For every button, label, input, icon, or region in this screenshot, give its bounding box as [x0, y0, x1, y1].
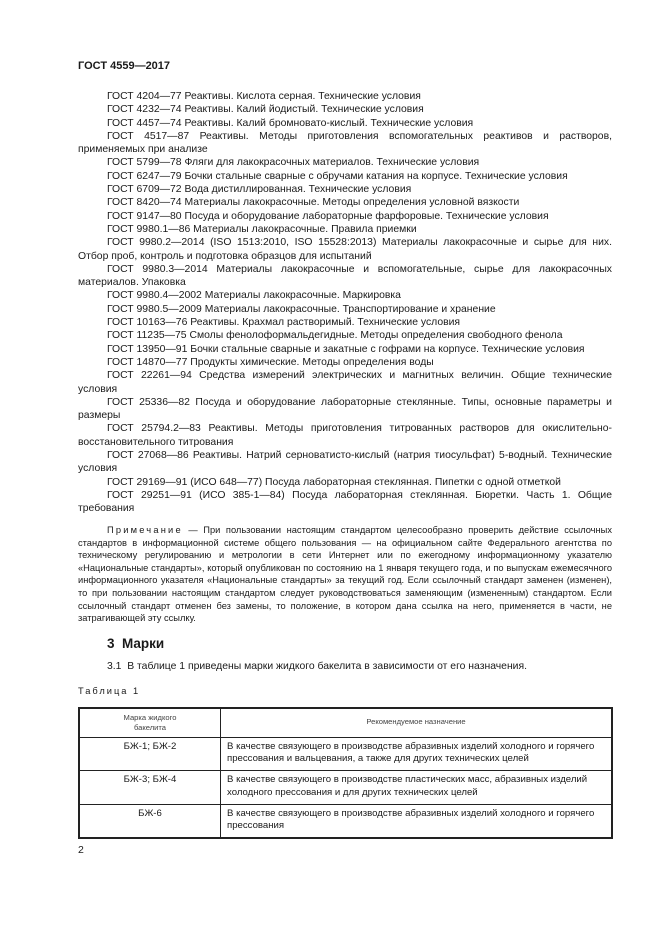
note-text: — При пользовании настоящим стандартом целесообразно проверить действие ссылочных стандартов в информационной системе общего пользования — на официальном сайте Федерального агентства по техническому регулированию и метрологии в сети Интернет или по ежегодному информационному указателю «Национальные стандарты», который опубликован по состоянию на 1 января текущего года, и по выпускам ежемесячного информационного указателя «Национальные стандарты» за текущий год. Если ссылочный стандарт заменен (изменен), то при пользовании настоящим стандартом следует руководствоваться заменяющим (измененным) стандартом. Если ссылочный стандарт отменен без замены, то положение, в котором дана ссылка на него, применяется в части, не затрагивающей эту ссылку. — [78, 525, 612, 624]
page-number: 2 — [78, 844, 84, 856]
reference-item: ГОСТ 25336—82 Посуда и оборудование лабораторные стеклянные. Типы, основные параметры и размеры — [78, 396, 612, 422]
cell-brand: БЖ-1; БЖ-2 — [79, 738, 221, 771]
reference-item: ГОСТ 9980.1—86 Материалы лакокрасочные. Правила приемки — [107, 223, 417, 235]
reference-item: ГОСТ 27068—86 Реактивы. Натрий серноватисто-кислый (натрия тиосульфат) 5-водный. Технические условия — [78, 450, 612, 475]
note — [78, 524, 612, 625]
reference-item: ГОСТ 4232—74 Реактивы. Калий йодистый. Технические условия — [107, 104, 424, 116]
section-heading: 3 Марки — [107, 636, 165, 651]
cell-purpose: В качестве связующего в производстве пластических масс, абразивных изделий холодного прессования и для других технических целей — [221, 771, 613, 804]
table-caption: Таблица 1 — [78, 686, 141, 696]
reference-item: ГОСТ 9980.4—2002 Материалы лакокрасочные. Маркировка — [107, 290, 401, 302]
cell-brand: БЖ-3; БЖ-4 — [79, 771, 221, 804]
table-row — [79, 738, 612, 771]
reference-item: ГОСТ 13950—91 Бочки стальные сварные и закатные с гофрами на корпусе. Технические условия — [107, 343, 585, 355]
reference-item: ГОСТ 6709—72 Вода дистиллированная. Технические условия — [107, 184, 412, 196]
reference-item: ГОСТ 4204—77 Реактивы. Кислота серная. Технические условия — [107, 91, 421, 102]
section-paragraph: 3.1 В таблице 1 приведены марки жидкого бакелита в зависимости от его назначения. — [107, 661, 528, 672]
cell-purpose: В качестве связующего в производстве абразивных изделий холодного и горячего прессования — [221, 804, 613, 838]
reference-item: ГОСТ 4457—74 Реактивы. Калий бромновато-кислый. Технические условия — [107, 117, 474, 129]
normative-references — [78, 90, 612, 516]
header-brand: Марка жидкого бакелита — [79, 708, 221, 738]
reference-item: ГОСТ 25794.2—83 Реактивы. Методы приготовления титрованных растворов для окислительно-восстановительного титрования — [78, 423, 612, 448]
reference-item: ГОСТ 8420—74 Материалы лакокрасочные. Методы определения условной вязкости — [107, 197, 520, 209]
table-header-row — [79, 708, 612, 738]
reference-item: ГОСТ 6247—79 Бочки стальные сварные с обручами катания на корпусе. Технические условия — [107, 170, 568, 182]
cell-purpose: В качестве связующего в производстве абразивных изделий холодного и горячего прессования и вальцевания, а также для других технических целей — [221, 738, 613, 771]
reference-item: ГОСТ 10163—76 Реактивы. Крахмал растворимый. Технические условия — [107, 317, 461, 329]
reference-item: ГОСТ 29169—91 (ИСО 648—77) Посуда лабораторная стеклянная. Пипетки с одной отметкой — [107, 476, 561, 488]
brands-table — [78, 707, 613, 839]
reference-item: ГОСТ 9147—80 Посуда и оборудование лабораторные фарфоровые. Технические условия — [107, 210, 549, 222]
header-purpose: Рекомендуемое назначение — [221, 708, 613, 738]
note-label: Примечание — [107, 525, 183, 535]
cell-brand: БЖ-6 — [79, 804, 221, 838]
document-header: ГОСТ 4559—2017 — [78, 60, 171, 72]
reference-item: ГОСТ 29251—91 (ИСО 385-1—84) Посуда лабораторная стеклянная. Бюретки. Часть 1. Общие требования — [78, 489, 612, 515]
reference-item: ГОСТ 22261—94 Средства измерений электрических и магнитных величин. Общие технические условия — [78, 370, 612, 395]
reference-item: ГОСТ 11235—75 Смолы фенолоформальдегидные. Методы определения свободного фенола — [107, 330, 563, 342]
reference-item: ГОСТ 9980.5—2009 Материалы лакокрасочные. Транспортирование и хранение — [107, 303, 496, 315]
reference-item: ГОСТ 14870—77 Продукты химические. Методы определения воды — [107, 356, 434, 368]
reference-item: ГОСТ 9980.2—2014 (ISO 1513:2010, ISO 15528:2013) Материалы лакокрасочные и сырье для них. Отбор проб, контроль и подготовка образцов для испытаний — [78, 237, 612, 262]
reference-item: ГОСТ 9980.3—2014 Материалы лакокрасочные и вспомогательные, сырье для лакокрасочных материалов. Упаковка — [78, 263, 612, 289]
reference-item: ГОСТ 4517—87 Реактивы. Методы приготовления вспомогательных реактивов и растворов, применяемых при анализе — [78, 130, 612, 156]
table-row — [79, 804, 612, 838]
reference-item: ГОСТ 5799—78 Фляги для лакокрасочных материалов. Технические условия — [107, 157, 480, 169]
table-row — [79, 771, 612, 804]
